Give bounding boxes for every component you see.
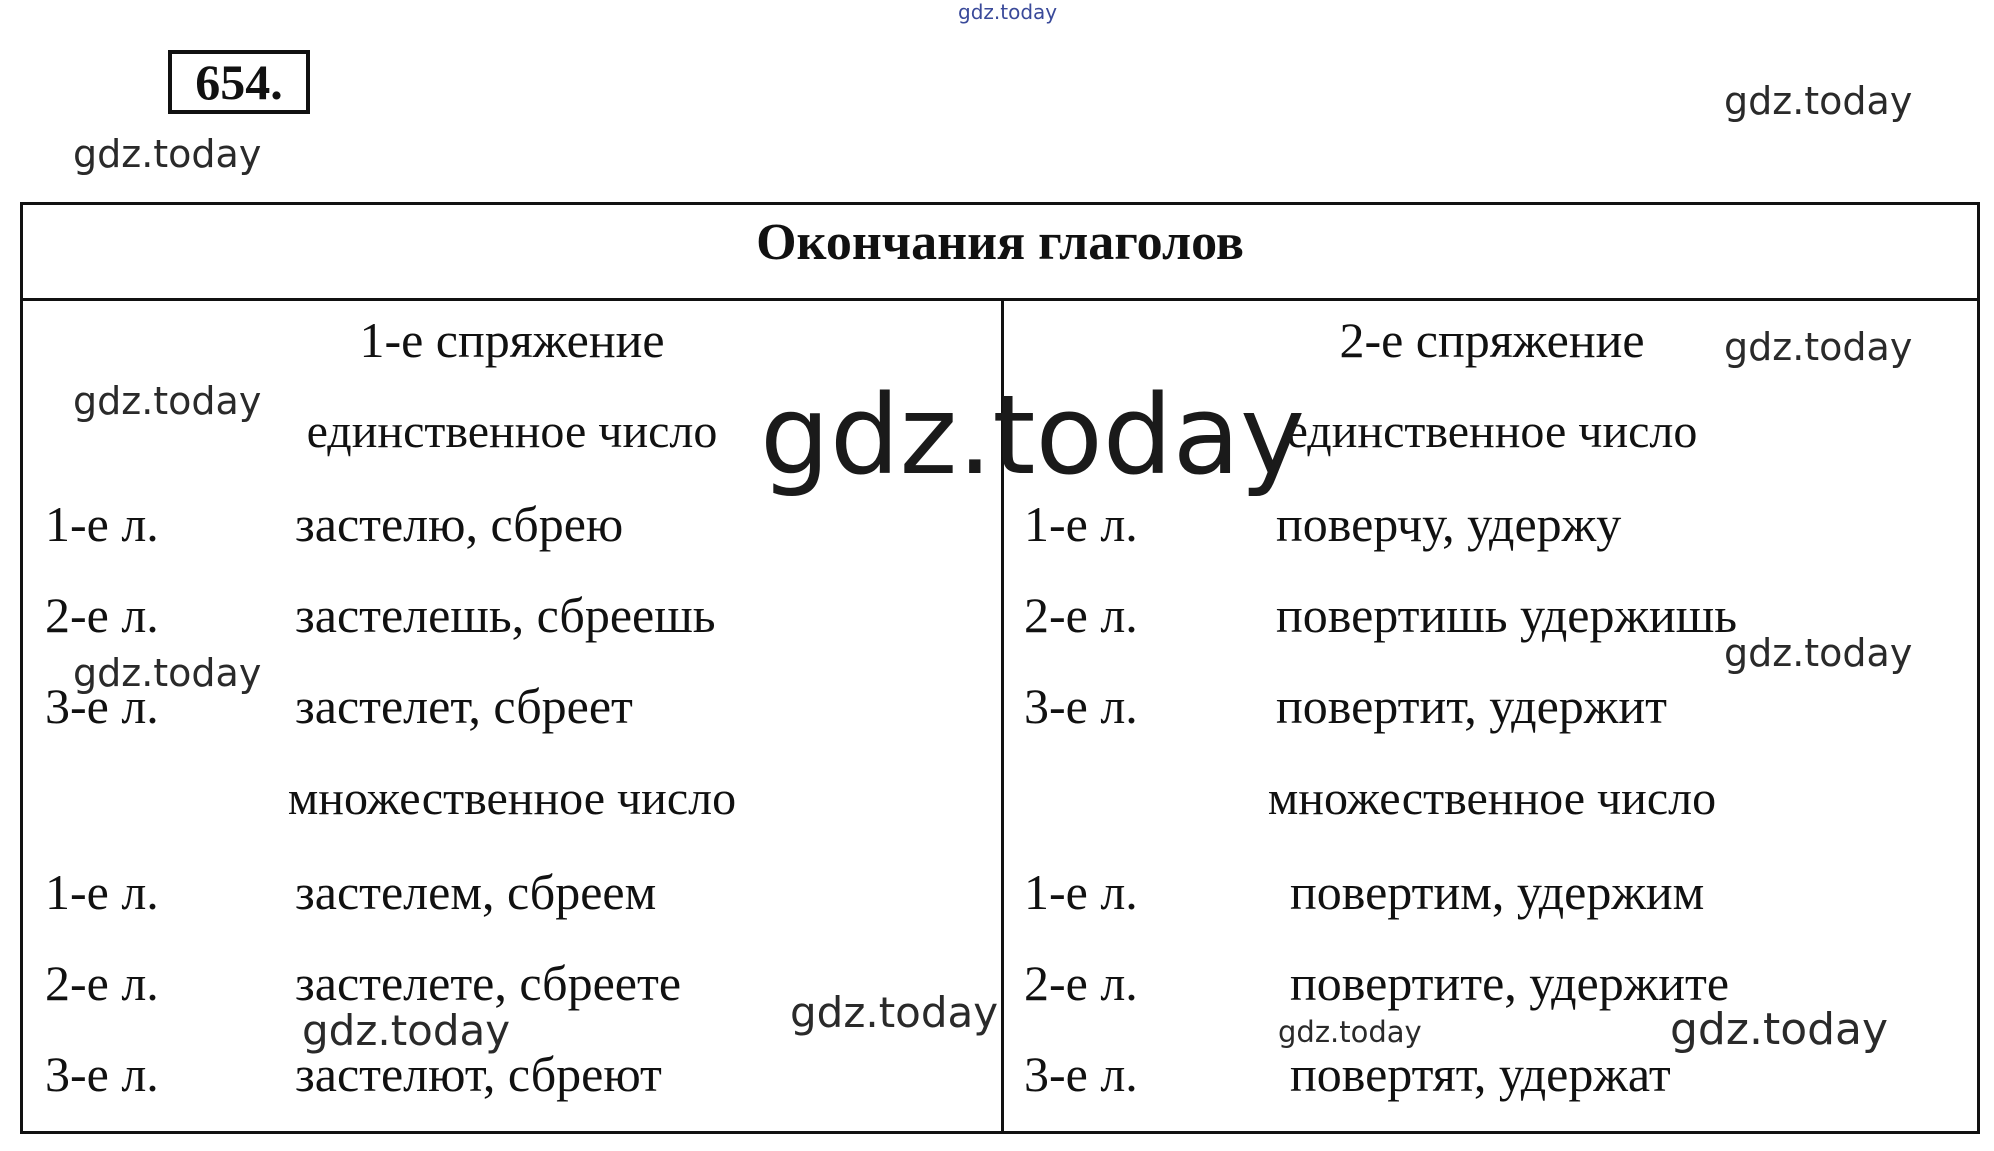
person-label: 3-е л. [45,678,159,734]
conjugation-1-singular-row [23,587,1001,650]
person-label: 2-е л. [1024,587,1138,643]
verb-forms: повертит, удержит [1276,678,1667,734]
person-label: 3-е л. [1024,1046,1138,1102]
verb-forms: застелет, сбреет [295,678,633,734]
watermark-bottom-small: gdz.today [1278,1015,1422,1049]
watermark-top-left: gdz.today [73,132,262,176]
person-label: 1-е л. [1024,864,1138,920]
watermark-bottom-left: gdz.today [302,1006,511,1055]
conjugation-2-plural-row [1004,1046,1980,1109]
conjugation-1-plural-label: множественное число [287,772,737,825]
watermark-top-right: gdz.today [1724,79,1913,123]
conjugation-1-heading: 1-е спряжение [359,312,665,368]
conjugation-2-plural-row [1004,864,1980,927]
verb-forms: застелешь, сбреешь [295,587,716,643]
person-label: 2-е л. [45,955,159,1011]
conjugation-1-plural-row [23,1046,1001,1109]
watermark-right-middle: gdz.today [1724,631,1913,675]
watermark-bottom-center: gdz.today [790,988,999,1037]
person-label: 1-е л. [45,864,159,920]
verb-forms: застелем, сбреем [295,864,657,920]
person-label: 2-е л. [1024,955,1138,1011]
conjugation-1-plural-row [23,864,1001,927]
conjugation-1-singular-label: единственное число [306,405,718,458]
verb-forms: поверчу, удержу [1276,496,1622,552]
conjugation-2-singular-row [1004,496,1980,559]
conjugation-1-singular-row [23,496,1001,559]
verb-forms: повертим, удержим [1290,864,1705,920]
verb-endings-table [20,202,1980,1134]
person-label: 3-е л. [1024,678,1138,734]
verb-forms: застелют, сбреют [295,1046,662,1102]
watermark-center-large: gdz.today [760,371,1306,499]
conjugation-2-singular-label: единственное число [1286,405,1698,458]
watermark-right-upper: gdz.today [1724,325,1913,369]
conjugation-2-singular-row [1004,678,1980,741]
verb-forms: повертят, удержат [1290,1046,1671,1102]
watermark-top-center: gdz.today [958,0,1058,24]
watermark-bottom-right: gdz.today [1670,1004,1889,1055]
person-label: 1-е л. [1024,496,1138,552]
watermark-left-upper: gdz.today [73,379,262,423]
verb-forms: застелете, сбреете [295,955,682,1011]
watermark-left-middle: gdz.today [73,651,262,695]
person-label: 3-е л. [45,1046,159,1102]
conjugation-2-heading: 2-е спряжение [1339,312,1645,368]
person-label: 2-е л. [45,587,159,643]
conjugation-2-plural-label: множественное число [1267,772,1717,825]
verb-forms: повертишь удержишь [1276,587,1738,643]
verb-forms: застелю, сбрею [295,496,624,552]
task-number: 654. [168,50,310,114]
person-label: 1-е л. [45,496,159,552]
table-title: Окончания глаголов [23,205,1977,301]
verb-forms: повертите, удержите [1290,955,1730,1011]
